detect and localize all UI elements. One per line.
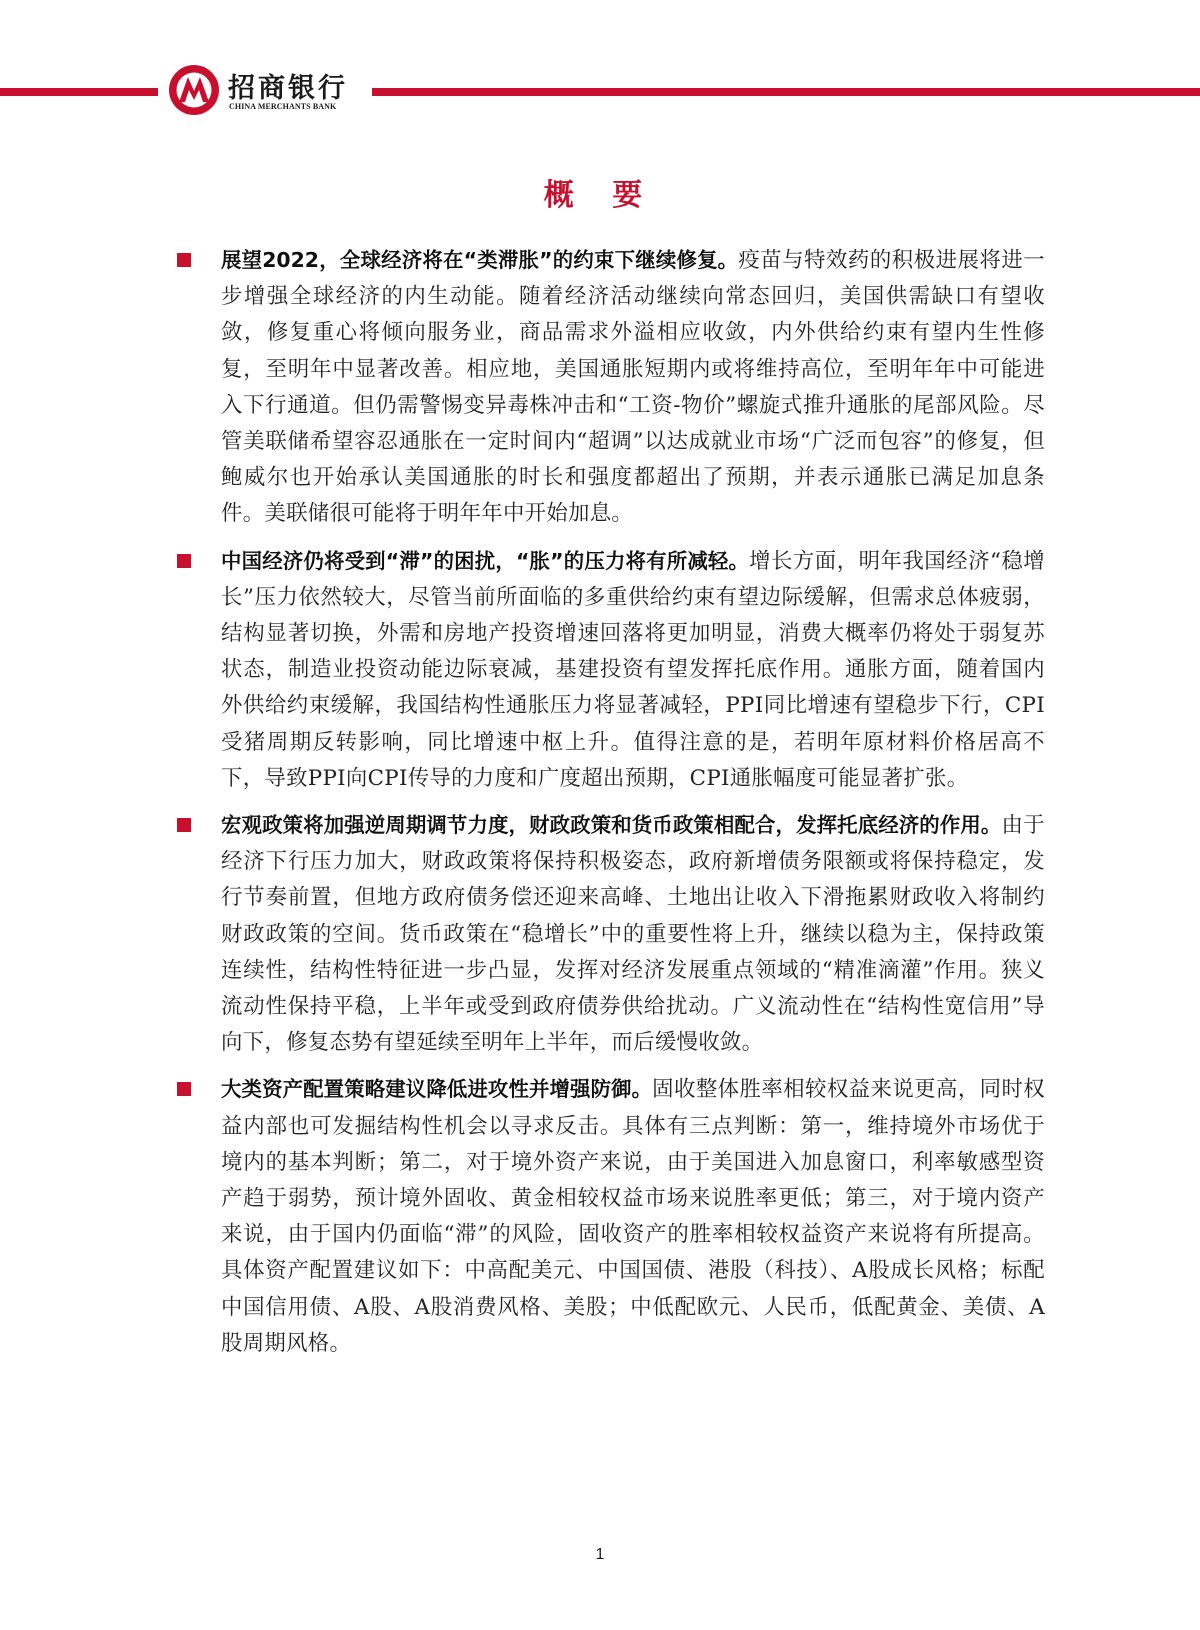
bullet-square-icon <box>177 818 191 832</box>
summary-item-body: 由于经济下行压力加大，财政政策将保持积极姿态，政府新增债务限额或将保持稳定，发行节奏前置，但地方政府债务偿还迎来高峰、土地出让收入下滑拖累财政收入将制约财政政策的空间。货币政策在“稳增长”中的重要性将上升，继续以稳为主，保持政策连续性，结构性特征进一步凸显，发挥对经济发展重点领域的“精准滴灌”作用。狭义流动性保持平稳，上半年或受到政府债券供给扰动。广义流动性在“结构性宽信用”导向下，修复态势有望延续至明年上半年，而后缓慢收敛。 <box>221 813 1045 1056</box>
page-title: 概 要 <box>543 178 657 213</box>
summary-item-lead: 大类资产配置策略建议降低进攻性并增强防御。 <box>221 1077 653 1102</box>
bank-name-cn: 招商银行 <box>228 73 348 104</box>
bullet-square-icon <box>177 253 191 267</box>
summary-item-body: 增长方面，明年我国经济“稳增长”压力依然较大，尽管当前所面临的多重供给约束有望边际缓解，但需求总体疲弱，结构显著切换，外需和房地产投资增速回落将更加明显，消费大概率仍将处于弱复苏状态，制造业投资动能边际衰减，基建投资有望发挥托底作用。通胀方面，随着国内外供给约束缓解，我国结构性通胀压力将显著减轻，PPI同比增速有望稳步下行，CPI受猪周期反转影响，同比增速中枢上升。值得注意的是，若明年原材料价格居高不下，导致PPI向CPI传导的力度和广度超出预期，CPI通胀幅度可能显著扩张。 <box>221 548 1046 791</box>
summary-list <box>0 242 1200 1372</box>
bank-name-en: CHINA MERCHANTS BANK <box>229 102 337 111</box>
summary-item-asset-allocation <box>221 1071 1045 1362</box>
summary-item-lead: 展望2022，全球经济将在“类滞胀”的约束下继续修复。 <box>221 248 739 272</box>
summary-item-lead: 中国经济仍将受到“滞”的困扰，“胀”的压力将有所减轻。 <box>221 548 750 573</box>
page-number: 1 <box>595 1546 605 1563</box>
summary-item-global-outlook <box>221 242 1045 533</box>
summary-item-body: 固收整体胜率相较权益来说更高，同时权益内部也可发掘结构性机会以寻求反击。具体有三点判断：第一，维持境外市场优于境内的基本判断；第二，对于境外资产来说，由于美国进入加息窗口，利率敏感型资产趋于弱势，预计境外固收、黄金相较权益市场来说胜率更低；第三，对于境内资产来说，由于国内仍面临“滞”的风险，固收资产的胜率相较权益资产来说将有所提高。具体资产配置建议如下：中高配美元、中国国债、港股（科技）、A股成长风格；标配中国信用债、A股、A股消费风格、美股；中低配欧元、人民币，低配黄金、美债、A股周期风格。 <box>221 1077 1046 1356</box>
bank-logo-icon <box>168 64 220 116</box>
header-rule-left <box>0 88 158 96</box>
bank-logo <box>168 64 368 116</box>
bullet-square-icon <box>177 1082 191 1096</box>
bullet-square-icon <box>177 554 191 568</box>
summary-item-macro-policy <box>221 807 1045 1061</box>
summary-item-body: 疫苗与特效药的积极进展将进一步增强全球经济的内生动能。随着经济活动继续向常态回归，美国供需缺口有望收敛，修复重心将倾向服务业，商品需求外溢相应收敛，内外供给约束有望内生性修复，至明年中显著改善。相应地，美国通胀短期内或将维持高位，至明年年中可能进入下行通道。但仍需警惕变异毒株冲击和“工资-物价”螺旋式推升通胀的尾部风险。尽管美联储希望容忍通胀在一定时间内“超调”以达成就业市场“广泛而包容”的修复，但鲍威尔也开始承认美国通胀的时长和强度都超出了预期，并表示通胀已满足加息条件。美联储很可能将于明年年中开始加息。 <box>221 248 1045 527</box>
header-rule-right <box>372 88 1200 96</box>
summary-item-china-economy <box>221 543 1045 797</box>
summary-item-lead: 宏观政策将加强逆周期调节力度，财政政策和货币政策相配合，发挥托底经济的作用。 <box>221 813 1002 838</box>
